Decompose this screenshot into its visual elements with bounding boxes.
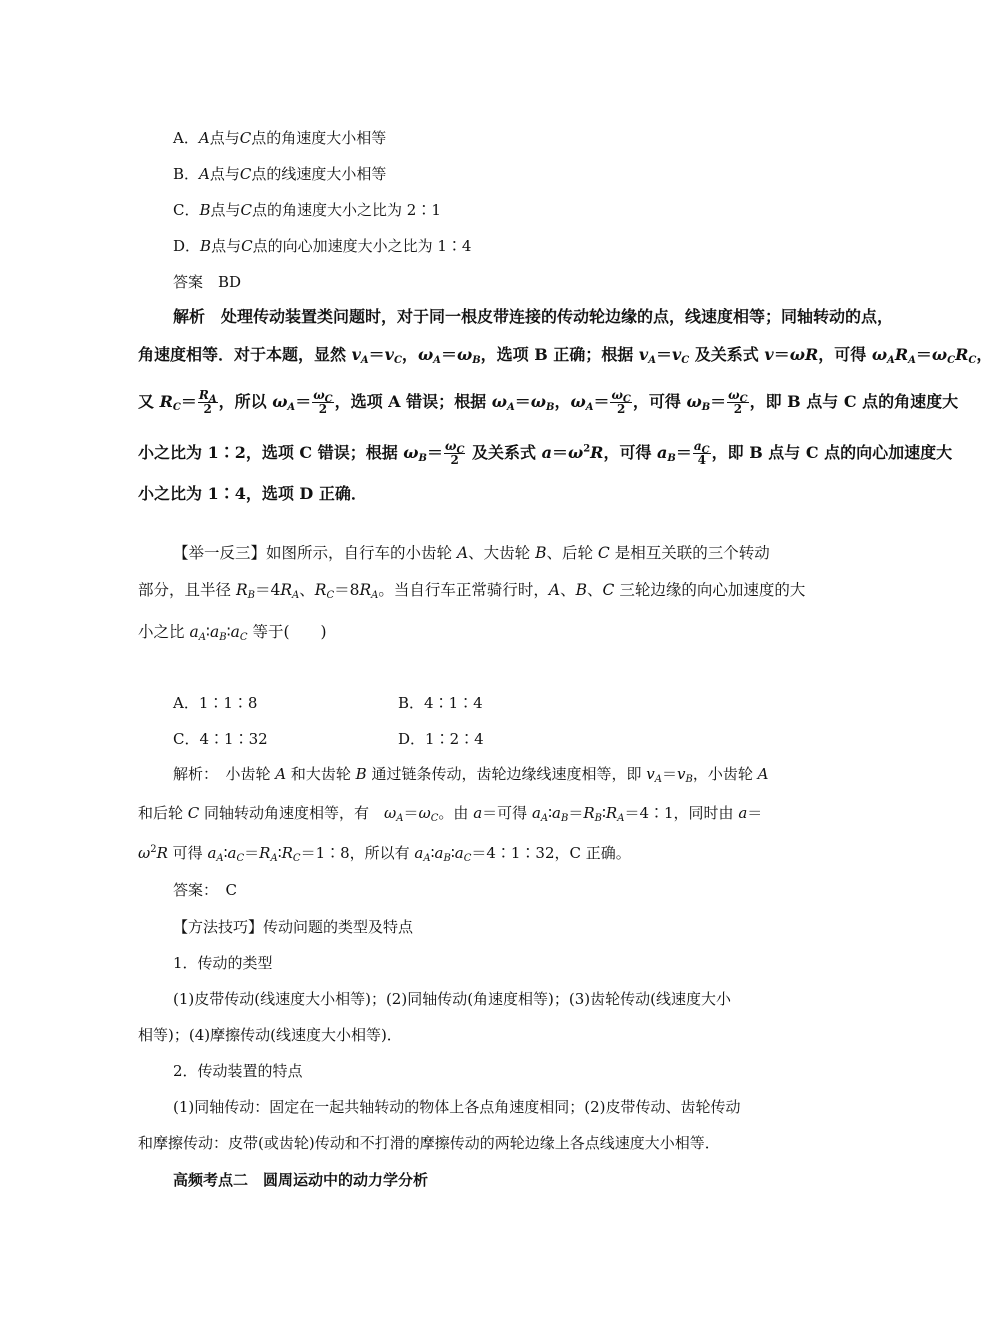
fraction: $\frac{R_A}{2}$: [198, 388, 217, 416]
option-d: D．B点与C点的向心加速度大小之比为 1∶4: [173, 237, 472, 255]
q2-option-a: A．1∶1∶8: [173, 694, 258, 712]
method-para-2a: (1)同轴传动：固定在一起共轴转动的物体上各点角速度相同；(2)皮带传动、齿轮传动: [173, 1098, 741, 1116]
fraction: $\frac{\omega_C}{2}$: [611, 388, 631, 416]
analysis-line-3: 又 $R_C=$ $\frac{R_A}{2}$ ，所以 $\omega_A=$ $\frac{\omega_C}{2}$ ，选项 A 错误；根据 $\omega_A=\omega_B$，$\omega_A=$ $\frac{\omega_C}{2}$ ，可得 $\omega_B=$ $\frac{\omega_C}{2}$ ，即 B 点与 C 点的角速度大: [138, 388, 959, 416]
option-c: C．B点与C点的角速度大小之比为 2∶1: [173, 201, 441, 219]
analysis-line-4: 小之比为 1∶2，选项 C 错误；根据 $\omega_B=$ $\frac{\omega_C}{2}$ 及关系式 $a=\omega^2R$，可得 $a_B=$ $\frac{a_C}{4}$ ，即 B 点与 C 点的向心加速度大: [138, 439, 953, 467]
method-para-1a: (1)皮带传动(线速度大小相等)；(2)同轴传动(角速度相等)；(3)齿轮传动(线速度大小: [173, 990, 732, 1008]
method-heading-2: 2．传动装置的特点: [173, 1062, 303, 1080]
q2-line-1: 【举一反三】如图所示，自行车的小齿轮 A、大齿轮 B、后轮 C 是相互关联的三个转动: [173, 544, 770, 562]
method-para-2b: 和摩擦传动：皮带(或齿轮)传动和不打滑的摩擦传动的两轮边缘上各点线速度大小相等．: [138, 1134, 720, 1152]
q2-analysis-1: 解析： 小齿轮 A 和大齿轮 B 通过链条传动，齿轮边缘线速度相等，即 $v_A=v_B$，小齿轮 A: [173, 765, 769, 785]
q2-line-2: 部分，且半径 $R_B=4R_A$、$R_C=8R_A$。当自行车正常骑行时，A、B、C 三轮边缘的向心加速度的大: [138, 581, 806, 601]
fraction: $\frac{\omega_C}{2}$: [313, 388, 333, 416]
analysis-line-2: 角速度相等．对于本题，显然 $v_A=v_C$，$\omega_A=\omega_B$，选项 B 正确；根据 $v_A=v_C$ 及关系式 v＝ωR，可得 $\omega_AR_A=\omega_CR_C$，: [138, 345, 992, 366]
method-heading-1: 1．传动的类型: [173, 954, 273, 972]
method-title: 【方法技巧】传动问题的类型及特点: [173, 918, 414, 936]
fraction: $\frac{\omega_C}{2}$: [445, 439, 465, 467]
analysis-line-1: 解析 处理传动装置类问题时，对于同一根皮带连接的传动轮边缘的点，线速度相等；同轴转动的点，: [173, 307, 894, 326]
answer-q2: 答案： C: [173, 881, 237, 899]
q2-line-3: 小之比 $a_A∶a_B∶a_C$ 等于( ): [138, 623, 327, 643]
method-para-1b: 相等)；(4)摩擦传动(线速度大小相等)．: [138, 1026, 402, 1044]
q2-option-c: C．4∶1∶32: [173, 730, 268, 748]
q2-option-b: B．4∶1∶4: [398, 694, 483, 712]
fraction: $\frac{\omega_C}{2}$: [728, 388, 748, 416]
q2-analysis-2: 和后轮 C 同轴转动角速度相等，有 $\omega_A=\omega_C$。由 a＝可得 $a_A∶a_B=R_B∶R_A=4∶1$，同时由 a＝: [138, 804, 763, 824]
option-b: B．A点与C点的线速度大小相等: [173, 165, 387, 183]
fraction: $\frac{a_C}{4}$: [693, 439, 710, 467]
option-a: A．A点与C点的角速度大小相等: [173, 129, 387, 147]
answer-q1: 答案 BD: [173, 273, 242, 291]
section-heading: 高频考点二 圆周运动中的动力学分析: [173, 1171, 429, 1189]
analysis-line-5: 小之比为 1∶4，选项 D 正确．: [138, 484, 367, 503]
q2-analysis-3: $\omega^2R$ 可得 $a_A∶a_C=R_A∶R_C=1∶8$，所以有 $a_A∶a_B∶a_C=4∶1∶32$，C 正确。: [138, 844, 631, 864]
q2-option-d: D．1∶2∶4: [398, 730, 484, 748]
